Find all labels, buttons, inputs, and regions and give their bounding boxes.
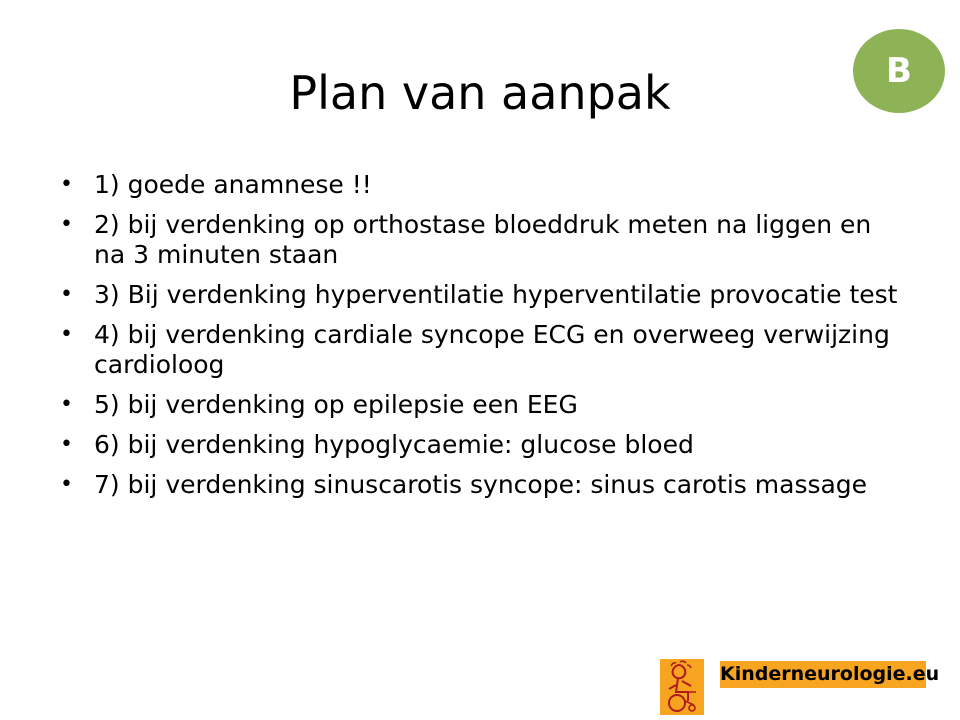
bullet-text: 6) bij verdenking hypoglycaemie: glucose bloed <box>94 430 694 459</box>
bullet-icon: • <box>60 432 73 457</box>
bullet-text: 1) goede anamnese !! <box>94 170 372 199</box>
bullet-text: 3) Bij verdenking hyperventilatie hyperventilatie provocatie test <box>94 280 898 309</box>
slide-badge-label: B <box>886 51 912 91</box>
list-item <box>60 470 900 500</box>
bullet-list <box>60 170 900 510</box>
logo-banner <box>720 661 940 688</box>
child-wheelchair-logo-icon <box>660 659 704 715</box>
list-item <box>60 280 900 310</box>
child-wheelchair-logo-svg <box>660 659 704 715</box>
list-item <box>60 170 900 200</box>
list-item <box>60 210 900 270</box>
bullet-text: 7) bij verdenking sinuscarotis syncope: sinus carotis massage <box>94 470 868 499</box>
bullet-text: 4) bij verdenking cardiale syncope ECG en overweeg verwijzing cardioloog <box>94 320 890 379</box>
bullet-text: 2) bij verdenking op orthostase bloeddruk meten na liggen en na 3 minuten staan <box>94 210 872 269</box>
list-item <box>60 430 900 460</box>
logo-text: Kinderneurologie.eu <box>720 663 940 685</box>
list-item <box>60 390 900 420</box>
bullet-icon: • <box>60 282 73 307</box>
bullet-icon: • <box>60 392 73 417</box>
bullet-icon: • <box>60 212 73 237</box>
list-item <box>60 320 900 380</box>
bullet-icon: • <box>60 472 73 497</box>
bullet-text: 5) bij verdenking op epilepsie een EEG <box>94 390 578 419</box>
bullet-icon: • <box>60 322 73 347</box>
bullet-icon: • <box>60 172 73 197</box>
slide-badge <box>853 29 945 113</box>
slide-title: Plan van aanpak <box>289 66 671 120</box>
